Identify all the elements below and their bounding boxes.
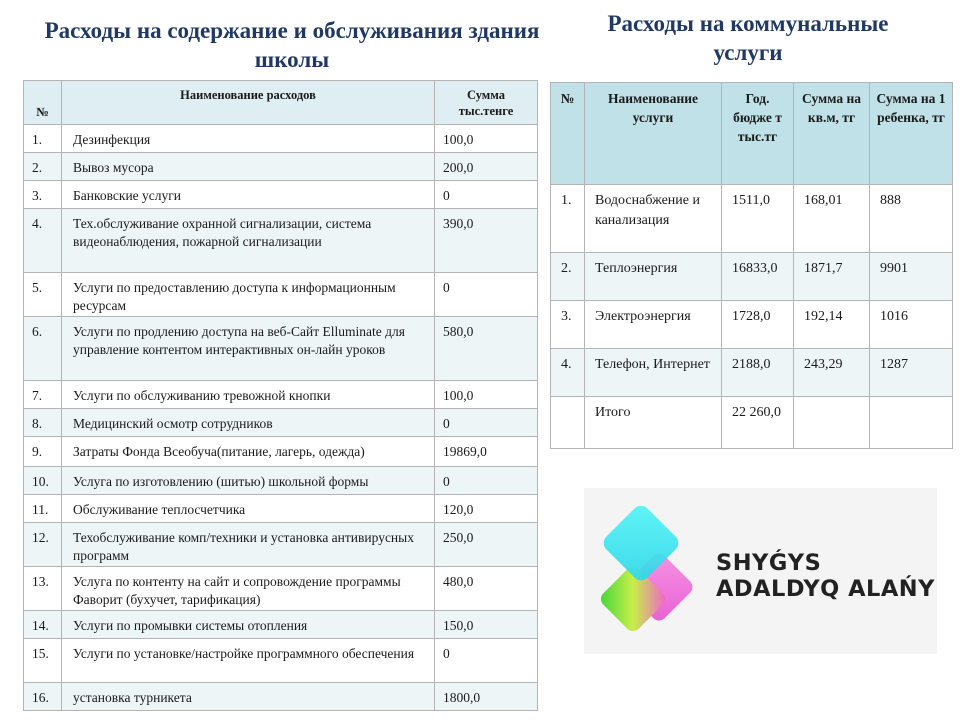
expenses-row-num: 5. [24, 273, 62, 317]
logo-mark-icon [598, 506, 708, 636]
expenses-row-sum: 480,0 [435, 567, 538, 611]
expenses-row-num: 4. [24, 209, 62, 273]
expenses-row-sum: 390,0 [435, 209, 538, 273]
expenses-row-num: 2. [24, 153, 62, 181]
expenses-row-sum: 1800,0 [435, 683, 538, 711]
utilities-row-name: Водоснабжение и канализация [585, 185, 722, 253]
expenses-row [24, 273, 538, 317]
expenses-row [24, 125, 538, 153]
expenses-row [24, 611, 538, 639]
utilities-row-per-child: 888 [870, 185, 953, 253]
logo-text-line1: SHYǴYS [716, 550, 822, 576]
logo [584, 488, 937, 654]
expenses-row-sum: 100,0 [435, 381, 538, 409]
expenses-row-name: Услуги по промывки системы отопления [62, 611, 435, 639]
utilities-row-num: 4. [551, 349, 585, 397]
expenses-table [23, 80, 538, 711]
expenses-row-sum: 150,0 [435, 611, 538, 639]
expenses-row-sum: 120,0 [435, 495, 538, 523]
utilities-row-budget: 16833,0 [722, 253, 794, 301]
expenses-row-num: 7. [24, 381, 62, 409]
expenses-row-num: 9. [24, 437, 62, 467]
utilities-row [551, 349, 953, 397]
logo-text-line2: ADALDYQ ALAŃY [716, 576, 935, 602]
utilities-row [551, 253, 953, 301]
expenses-row-sum: 250,0 [435, 523, 538, 567]
expenses-row [24, 437, 538, 467]
utilities-row [551, 397, 953, 449]
expenses-header-row [24, 81, 538, 125]
expenses-row [24, 467, 538, 495]
expenses-row-sum: 580,0 [435, 317, 538, 381]
utilities-header-name: Наименование услуги [585, 83, 722, 185]
expenses-row-num: 12. [24, 523, 62, 567]
expenses-row-sum: 19869,0 [435, 437, 538, 467]
expenses-row [24, 153, 538, 181]
expenses-row-name: Дезинфекция [62, 125, 435, 153]
expenses-row-num: 3. [24, 181, 62, 209]
expenses-row [24, 639, 538, 683]
utilities-row-per-child: 1016 [870, 301, 953, 349]
expenses-row-num: 8. [24, 409, 62, 437]
expenses-row-num: 13. [24, 567, 62, 611]
expenses-row-num: 15. [24, 639, 62, 683]
expenses-row-sum: 0 [435, 273, 538, 317]
utilities-row-per-child: 1287 [870, 349, 953, 397]
expenses-row-sum: 100,0 [435, 125, 538, 153]
expenses-header-sum: Сумма тыс.тенге [435, 81, 538, 125]
utilities-row-per-m2: 243,29 [794, 349, 870, 397]
utilities-header-num: № [551, 83, 585, 185]
expenses-header-num: № [24, 81, 62, 125]
utilities-row-name: Теплоэнергия [585, 253, 722, 301]
expenses-row-name: Медицинский осмотр сотрудников [62, 409, 435, 437]
utilities-row-per-child [870, 397, 953, 449]
expenses-row-name: установка турникета [62, 683, 435, 711]
utilities-row-per-m2 [794, 397, 870, 449]
utilities-row [551, 185, 953, 253]
utilities-table [550, 82, 953, 449]
utilities-row-budget: 2188,0 [722, 349, 794, 397]
expenses-row [24, 567, 538, 611]
utilities-row-per-m2: 1871,7 [794, 253, 870, 301]
utilities-row-per-m2: 168,01 [794, 185, 870, 253]
utilities-row-per-child: 9901 [870, 253, 953, 301]
expenses-row-num: 6. [24, 317, 62, 381]
expenses-header-name: Наименование расходов [62, 81, 435, 125]
expenses-row [24, 209, 538, 273]
expenses-row-name: Услуга по контенту на сайт и сопровождение программы Фаворит (бухучет, тарификация) [62, 567, 435, 611]
expenses-row-name: Услуги по установке/настройке программного обеспечения [62, 639, 435, 683]
utilities-header-per-child: Сумма на 1 ребенка, тг [870, 83, 953, 185]
expenses-row-name: Обслуживание теплосчетчика [62, 495, 435, 523]
utilities-row-num: 2. [551, 253, 585, 301]
expenses-row [24, 381, 538, 409]
expenses-row [24, 181, 538, 209]
expenses-row-num: 11. [24, 495, 62, 523]
utilities-row-num: 1. [551, 185, 585, 253]
utilities-row-num: 3. [551, 301, 585, 349]
utilities-row-num [551, 397, 585, 449]
expenses-title: Расходы на содержание и обслуживания здания школы [44, 18, 540, 72]
expenses-row [24, 317, 538, 381]
utilities-row-name: Электроэнергия [585, 301, 722, 349]
utilities-row-budget: 1511,0 [722, 185, 794, 253]
expenses-row-name: Услуги по предоставлению доступа к информационным ресурсам [62, 273, 435, 317]
expenses-row [24, 495, 538, 523]
expenses-row-num: 10. [24, 467, 62, 495]
expenses-row-sum: 0 [435, 639, 538, 683]
utilities-header-budget: Год. бюдже т тыс.тг [722, 83, 794, 185]
utilities-row-name: Телефон, Интернет [585, 349, 722, 397]
expenses-row-name: Затраты Фонда Всеобуча(питание, лагерь, одежда) [62, 437, 435, 467]
expenses-row-name: Услуги по обслуживанию тревожной кнопки [62, 381, 435, 409]
expenses-row-name: Техобслуживание комп/техники и установка антивирусных программ [62, 523, 435, 567]
expenses-row-num: 14. [24, 611, 62, 639]
utilities-row [551, 301, 953, 349]
utilities-header-per-m2: Сумма на кв.м, тг [794, 83, 870, 185]
expenses-row-name: Вывоз мусора [62, 153, 435, 181]
expenses-row-num: 16. [24, 683, 62, 711]
expenses-row-name: Банковские услуги [62, 181, 435, 209]
utilities-row-budget: 22 260,0 [722, 397, 794, 449]
expenses-row [24, 409, 538, 437]
expenses-row-num: 1. [24, 125, 62, 153]
expenses-row-sum: 0 [435, 409, 538, 437]
expenses-row-name: Услуги по продлению доступа на веб-Сайт Elluminate для управление контентом интерактивных он-лайн уроков [62, 317, 435, 381]
utilities-row-per-m2: 192,14 [794, 301, 870, 349]
expenses-row-sum: 0 [435, 181, 538, 209]
utilities-row-budget: 1728,0 [722, 301, 794, 349]
expenses-row [24, 523, 538, 567]
expenses-row-name: Услуга по изготовлению (шитью) школьной формы [62, 467, 435, 495]
expenses-row [24, 683, 538, 711]
expenses-row-name: Тех.обслуживание охранной сигнализации, система видеонаблюдения, пожарной сигнализации [62, 209, 435, 273]
utilities-row-name: Итого [585, 397, 722, 449]
expenses-row-sum: 200,0 [435, 153, 538, 181]
utilities-title: Расходы на коммунальные услуги [607, 11, 889, 65]
expenses-row-sum: 0 [435, 467, 538, 495]
utilities-header-row [551, 83, 953, 185]
